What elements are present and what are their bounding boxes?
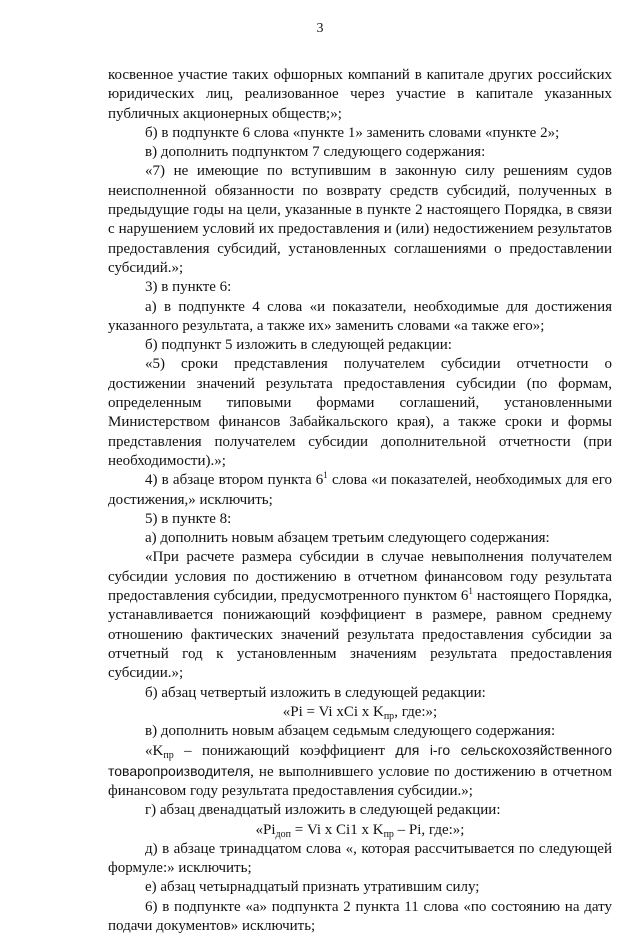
paragraph-subpoint-5-text: «5) сроки представления получателем субсидии отчетности о достижении значений результата предоставления субсидии (по формам, определенным типовыми формами соглашений, установленными Министерством финансов Забайкальского края), а также сроки и формы представления получателем субсидии дополнительной отчетности (при необходимости).»; [108, 356, 612, 469]
paragraph-add-third: а) дополнить новым абзацем третьим следующего содержания: [145, 530, 550, 547]
paragraph-subpoint-4: а) в подпункте 4 слова «и показатели, необходимые для достижения указанного результата, а также их» заменить словами «а также его»; [108, 298, 612, 334]
paragraph-point-11: 6) в подпункте «а» подпункта 2 пункта 11 слова «по состоянию на дату подачи документов» исключить; [108, 898, 612, 935]
document-body [108, 66, 612, 936]
paragraph-subpoint-7-text: «7) не имеющие по вступившим в законную силу решениям судов неисполненной обязанности по возврату средств субсидий, полученных в предыдущие годы на цели, указанные в пункте 2 настоящего Порядка, в связи с нарушением условий их предоставления и (или) недостижением результатов предоставления субсидий, установленных соглашениями о предоставлении субсидий.»; [108, 163, 612, 276]
paragraph-add-seventh: в) дополнить новым абзацем седьмым следующего содержания: [145, 723, 556, 740]
paragraph-fourteenth: е) абзац четырнадцатый признать утратившим силу; [145, 879, 480, 896]
paragraph-point-6-1: 4) в абзаце втором пункта $6^1$ слова «и показателей, необходимых для его достижения,» исключить; [108, 470, 612, 508]
paragraph-twelfth-intro: г) абзац двенадцатый изложить в следующей редакции: [145, 802, 501, 819]
paragraph-subpoint-6: б) в подпункте 6 слова «пункте 1» заменить словами «пункте 2»; [145, 124, 560, 141]
page-number: 3 [316, 21, 324, 36]
paragraph-offshore-participation: косвенное участие таких офшорных компаний в капитале других российских юридических лиц, реализованное через участие в капитале указанных публичных акционерных обществ;»; [108, 67, 612, 122]
paragraph-reduction-rule: «При расчете размера субсидии в случае невыполнения получателем субсидии условия по достижению в отчетном финансовом году результата предоставления субсидии, предусмотренного пунктом $6^1$ настоящего Порядка, устанавливается понижающий коэффициент в размере, равном среднему отношению фактических значений результата предоставления субсидии за отчетный год к установленным значениям результата предоставления субсидии.»; [108, 549, 612, 682]
paragraph-point-8: 5) в пункте 8: [145, 510, 232, 527]
paragraph-thirteenth: д) в абзаце тринадцатом слова «, которая рассчитывается по следующей формуле:» исключить; [108, 840, 612, 877]
formula-additional-subsidy: «$Pi_{доп} = Vi$ x Ci1 x $K_{пр}$ – Pi, где:»; [255, 821, 465, 840]
paragraph-coefficient-definition: «$K_{пр}$ – понижающий коэффициент для i-го сельскохозяйственного товаропроизводителя, не выполнившего условие по достижению в отчетном финансовом году результата предоставления субсидии.»; [108, 742, 612, 799]
paragraph-point-6: 3) в пункте 6: [145, 279, 232, 296]
formula-subsidy: «Pi = Vi xCi x $K_{пр}$, где:»; [282, 703, 438, 722]
paragraph-add-subpoint-7: в) дополнить подпунктом 7 следующего содержания: [145, 144, 486, 161]
paragraph-fourth-intro: б) абзац четвертый изложить в следующей редакции: [145, 684, 486, 701]
paragraph-subpoint-5-intro: б) подпункт 5 изложить в следующей редакции: [145, 337, 452, 354]
